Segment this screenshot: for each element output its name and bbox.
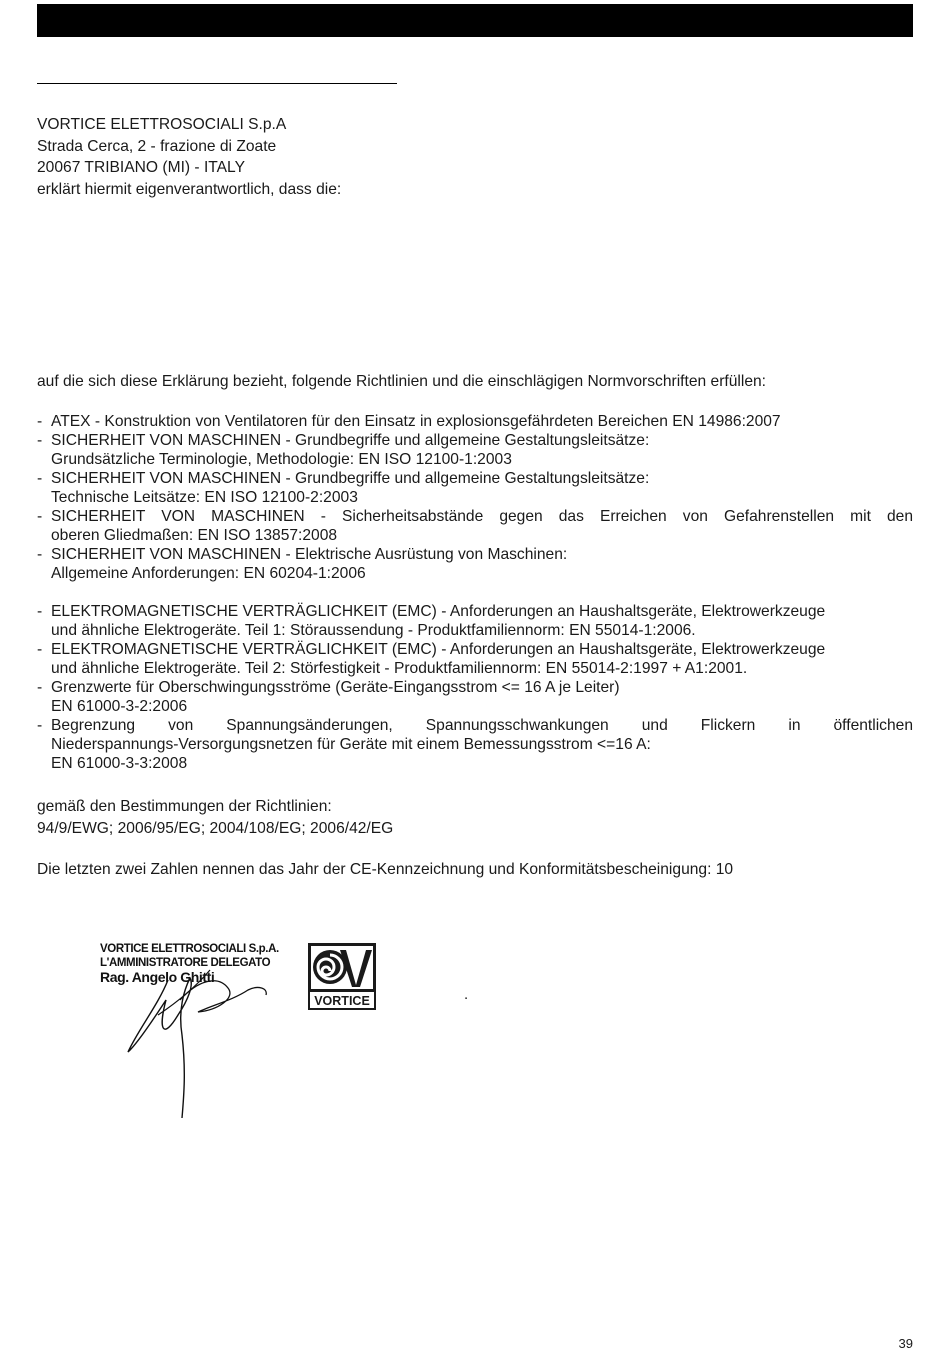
emc-line: EN 61000-3-3:2008 [51, 755, 188, 772]
page-number: 39 [898, 1336, 913, 1351]
title-underline [37, 83, 397, 84]
dot: . [464, 986, 469, 1003]
ce-note: Die letzten zwei Zahlen nennen das Jahr der CE-Kennzeichnung und Konformitätsbescheinigung: 10 [37, 861, 734, 878]
standard-line: SICHERHEIT VON MASCHINEN - Sicherheitsabstände gegen das Erreichen von Gefahrenstellen mit den [51, 508, 913, 525]
standard-line: Grundsätzliche Terminologie, Methodologie: EN ISO 12100-1:2003 [51, 451, 512, 468]
stamp-line: L'AMMINISTRATORE DELEGATO [100, 957, 271, 969]
standard-line: SICHERHEIT VON MASCHINEN - Grundbegriffe und allgemeine Gestaltungsleitsätze: [51, 470, 650, 487]
emc-line: Grenzwerte für Oberschwingungsströme (Geräte-Eingangsstrom <= 16 A je Leiter) [51, 679, 620, 696]
standard-line: oberen Gliedmaßen: EN ISO 13857:2008 [51, 527, 338, 544]
vortice-logo-icon [308, 943, 376, 1010]
list-item: - SICHERHEIT VON MASCHINEN - Grundbegriffe und allgemeine Gestaltungsleitsätze: Grundsätzliche Terminologie, Methodologie: EN ISO 12100-1:2003 [37, 431, 913, 469]
list-item: - SICHERHEIT VON MASCHINEN - Grundbegriffe und allgemeine Gestaltungsleitsätze: Technische Leitsätze: EN ISO 12100-2:2003 [37, 469, 913, 507]
company-name: VORTICE ELETTROSOCIALI S.p.A [37, 116, 287, 133]
standard-atex: ATEX - Konstruktion von Ventilatoren für den Einsatz in explosionsgefährdeten Bereichen EN 14986:2007 [51, 413, 781, 430]
standard-line: Technische Leitsätze: EN ISO 12100-2:2003 [51, 489, 358, 506]
standard-line: SICHERHEIT VON MASCHINEN - Grundbegriffe und allgemeine Gestaltungsleitsätze: [51, 432, 650, 449]
stamp-line: Rag. Angelo Ghitti [100, 969, 215, 985]
stamp-line: VORTICE ELETTROSOCIALI S.p.A. [100, 943, 279, 955]
company-address [37, 115, 341, 201]
directives-list: 94/9/EWG; 2006/95/EG; 2004/108/EG; 2006/42/EG [37, 820, 394, 837]
intro-text: auf die sich diese Erklärung bezieht, folgende Richtlinien und die einschlägigen Normvorschriften erfüllen: [37, 373, 766, 390]
emc-line: Niederspannungs-Versorgungsnetzen für Geräte mit einem Bemessungsstrom <=16 A: [51, 736, 651, 753]
logo-text: VORTICE [314, 994, 370, 1008]
emc-line: ELEKTROMAGNETISCHE VERTRÄGLICHKEIT (EMC) - Anforderungen an Haushaltsgeräte, Elektrowerkzeuge [51, 641, 826, 658]
list-item: - Grenzwerte für Oberschwingungsströme (Geräte-Eingangsstrom <= 16 A je Leiter) EN 61000-3-2:2006 [37, 678, 913, 716]
signature-icon [118, 960, 278, 1120]
list-item: - ELEKTROMAGNETISCHE VERTRÄGLICHKEIT (EMC) - Anforderungen an Haushaltsgeräte, Elektrowerkzeuge und ähnliche Elektrogeräte. Teil 1: Störaussendung - Produktfamiliennorm: EN 55014-1:2006. [37, 602, 913, 640]
directives-label: gemäß den Bestimmungen der Richtlinien: [37, 798, 332, 815]
emc-line: Begrenzung von Spannungsänderungen, Spannungsschwankungen und Flickern in öffentlichen [51, 717, 913, 734]
emc-line: und ähnliche Elektrogeräte. Teil 2: Störfestigkeit - Produktfamiliennorm: EN 55014-2:1997 + A1:2001. [51, 660, 748, 677]
emc-line: ELEKTROMAGNETISCHE VERTRÄGLICHKEIT (EMC) - Anforderungen an Haushaltsgeräte, Elektrowerkzeuge [51, 603, 826, 620]
list-item: - SICHERHEIT VON MASCHINEN - Sicherheitsabstände gegen das Erreichen von Gefahrenstellen mit den oberen Gliedmaßen: EN ISO 13857:2008 [37, 508, 913, 544]
company-city: 20067 TRIBIANO (MI) - ITALY [37, 159, 245, 176]
list-item: - Begrenzung von Spannungsänderungen, Spannungsschwankungen und Flickern in öffentlichen Niederspannungs-Versorgungsnetzen für Geräte mit einem Bemessungsstrom <=16 A: EN 61000-3-3:2008 [37, 717, 913, 772]
emc-line: EN 61000-3-2:2006 [51, 698, 188, 715]
standard-line: Allgemeine Anforderungen: EN 60204-1:2006 [51, 565, 366, 582]
list-item: - SICHERHEIT VON MASCHINEN - Elektrische Ausrüstung von Maschinen: Allgemeine Anforderungen: EN 60204-1:2006 [37, 545, 913, 583]
emc-line: und ähnliche Elektrogeräte. Teil 1: Störaussendung - Produktfamiliennorm: EN 55014-1:2006. [51, 622, 696, 639]
header-bar [37, 4, 913, 37]
standards-list [37, 412, 913, 583]
directives [37, 797, 393, 838]
list-item: - ATEX - Konstruktion von Ventilatoren für den Einsatz in explosionsgefährdeten Bereichen EN 14986:2007 [37, 412, 913, 431]
standard-line: SICHERHEIT VON MASCHINEN - Elektrische Ausrüstung von Maschinen: [51, 546, 568, 563]
emc-list [37, 602, 913, 773]
declaration-text: erklärt hiermit eigenverantwortlich, dass die: [37, 180, 342, 198]
company-street: Strada Cerca, 2 - frazione di Zoate [37, 137, 277, 155]
list-item: - ELEKTROMAGNETISCHE VERTRÄGLICHKEIT (EMC) - Anforderungen an Haushaltsgeräte, Elektrowerkzeuge und ähnliche Elektrogeräte. Teil 2: Störfestigkeit - Produktfamiliennorm: EN 55014-2:1997 + A1:2001. [37, 640, 913, 678]
